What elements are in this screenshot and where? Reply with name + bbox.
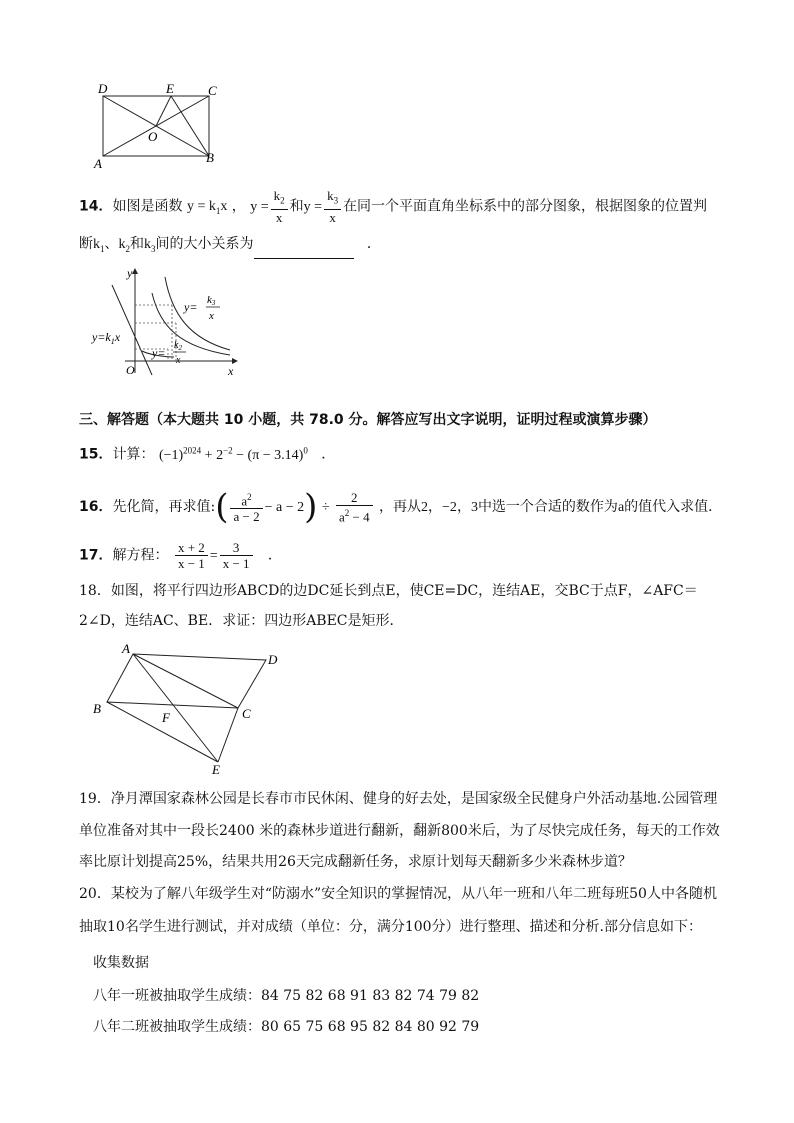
origin-label: O [126,363,135,377]
axis-y-label: y [127,266,133,280]
k2-curve-num: $k_2$ [174,340,182,352]
k2-fraction: $\frac{k_2}{x}$ [271,188,288,225]
q20-line1: 20．某校为了解八年级学生对“防溺水”安全知识的掌握情况，从八年一班和八年二班每班50人中各随机 [79,886,717,902]
q14-line1: 14．如图是函数 $y = k_1x$ ， y = $\frac{k_2}{x}$ 和y = $\frac{k_3}{x}$ 在同一个平面直角坐标系中的部分图象，根据图象的位置判 [79,188,708,225]
q14-line2: 断$k_1$、$k_2$和$k_3$间的大小关系为 ． [79,234,381,259]
q19-line2: 单位准备对其中一段长2400 米的森林步道进行翻新，翻新800米后，为了尽快完成任务，每天的工作效 [79,823,720,839]
parallelogram-figure [90,640,290,775]
q18-line1: 18．如图，将平行四边形ABCD的边DC延长到点E，使CE=DC，连结AE，交BC于点F，∠AFC＝ [79,583,698,599]
rectangle-figure [90,78,230,170]
section-3-heading: 三、解答题（本大题共 10 小题，共 78.0 分。解答应写出文字说明，证明过程或演算步骤） [79,412,657,428]
k3-curve-den: x [209,310,214,322]
line-label: $y=k_1x$ [92,330,121,346]
label-C: C [242,706,251,721]
k2-curve-label: y= [152,346,166,360]
q19-line3: 率比原计划提高25%，结果共用26天完成翻新任务，求原计划每天翻新多少米森林步道？ [79,854,632,870]
q20-line2: 抽取10名学生进行测试，并对成绩（单位：分，满分100分）进行整理、描述和分析.部分信息如下： [79,919,702,935]
q18-line2: 2∠D，连结AC、BE．求证：四边形ABEC是矩形． [79,613,404,629]
q15: 15．计算： $(-1)^{2024} + 2^{-2} - (\pi - 3.14)^0$ ． [79,445,336,463]
axis-x-label: x [228,364,234,378]
k3-fraction: $\frac{k_3}{x}$ [324,188,341,225]
label-B: B [93,701,101,716]
label-E: E [166,81,174,96]
k3-curve-num: k3 [207,294,216,307]
q20-collect: 收集数据 [93,955,149,971]
q17: 17．解方程： $\frac{x + 2}{x - 1}$ = $\frac{3}{x - 1}$ ． [79,540,282,571]
q19-line1: 19．净月潭国家森林公园是长春市市民休闲、健身的好去处，是国家级全民健身户外活动基地.公园管理 [79,791,718,807]
label-O: O [148,129,158,144]
label-A: A [122,641,130,656]
k2-curve-den: x [176,355,181,366]
q20-class2-scores: 八年二班被抽取学生成绩：80 65 75 68 95 82 84 80 92 79 [93,1019,480,1035]
a2-fraction: $\frac{a^2}{a - 2}$ [230,490,262,524]
label-E: E [212,762,220,775]
q16: 16．先化简，再求值:( $\frac{a^2}{a - 2}$ − a − 2) ÷ $\frac{2}{a^2 - 4}$ ，再从2，−2，3中选一个合适的数作为a的值代入求值． [79,487,723,528]
label-B: B [206,150,214,165]
label-F: F [162,710,170,725]
label-C: C [208,83,217,98]
coordinate-graph [90,265,250,380]
label-D: D [98,81,108,96]
q20-class1-scores: 八年一班被抽取学生成绩：84 75 82 68 91 83 82 74 79 82 [93,988,480,1004]
answer-blank [254,244,354,259]
div-fraction: $\frac{2}{a^2 - 4}$ [336,490,373,524]
label-A: A [94,156,102,170]
k3-curve-label: y= [184,300,198,314]
label-D: D [268,652,278,667]
